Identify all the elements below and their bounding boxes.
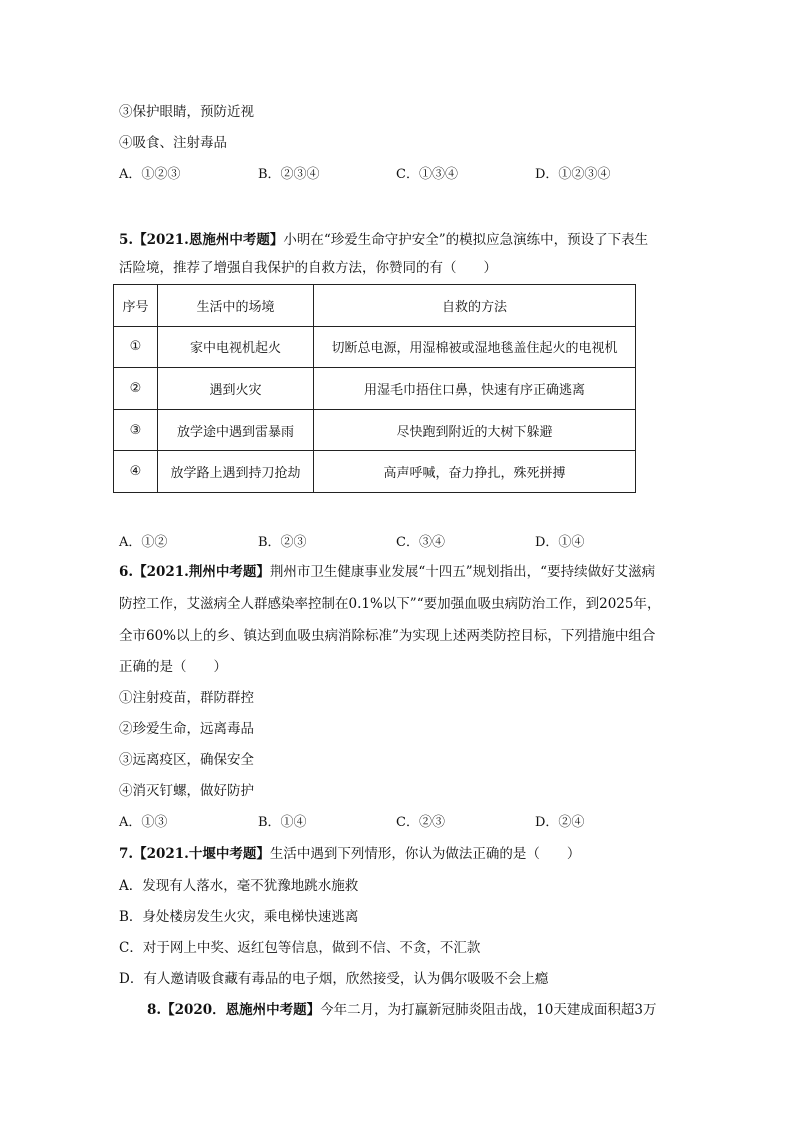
- q6-stem-line2: 防控工作，艾滋病全人群感染率控制在0.1%以下”“要加强血吸虫病防治工作，到2025年，: [119, 596, 661, 612]
- q6-text-1: 荆州市卫生健康事业发展“十四五”规划指出，“要持续做好艾滋病: [269, 564, 656, 580]
- q5-stem-line2: 活险境，推荐了增强自我保护的自救方法，你赞同的有（ ）: [119, 260, 497, 276]
- row-scene: 遇到火灾: [158, 368, 314, 410]
- q7-choice-c: C．对于网上中奖、返红包等信息，做到不信、不贪，不汇款: [119, 940, 481, 956]
- q6-stem-line1: [119, 562, 655, 582]
- option-c: C．③④: [396, 535, 445, 550]
- row-scene: 放学途中遇到雷暴雨: [158, 409, 314, 451]
- q7-choice-b: B．身处楼房发生火灾，乘电梯快速逃离: [119, 909, 359, 925]
- option-b: B．②③④: [258, 167, 320, 182]
- option-d: D．②④: [535, 815, 585, 830]
- row-method: 高声呼喊，奋力挣扎，殊死拼搏: [314, 451, 636, 493]
- q6-number: 6.: [119, 564, 134, 580]
- table-row: [114, 451, 636, 493]
- row-number: ③: [114, 409, 158, 451]
- table-row: [114, 368, 636, 410]
- prev-item-3: ③保护眼睛，预防近视: [119, 104, 254, 120]
- q6-source: 【2021.荆州中考题】: [133, 564, 270, 580]
- header-number: 序号: [114, 285, 158, 327]
- q7-text: 生活中遇到下列情形，你认为做法正确的是（ ）: [269, 846, 581, 862]
- self-rescue-table: [113, 284, 636, 493]
- row-number: ②: [114, 368, 158, 410]
- row-method: 尽快跑到附近的大树下躲避: [314, 409, 636, 451]
- q7-stem: [119, 844, 580, 864]
- q5-source: 【2021.恩施州中考题】: [133, 232, 284, 248]
- q5-options: [119, 533, 679, 553]
- option-a: A．①②③: [119, 167, 181, 182]
- row-method: 切断总电源，用湿棉被或湿地毯盖住起火的电视机: [314, 326, 636, 368]
- q6-item-2: ②珍爱生命，远离毒品: [119, 721, 254, 737]
- row-number: ④: [114, 451, 158, 493]
- q6-item-4: ④消灭钉螺，做好防护: [119, 783, 254, 799]
- option-d: D．①④: [535, 535, 585, 550]
- option-c: C．②③: [396, 815, 445, 830]
- option-a: A．①③: [119, 815, 168, 830]
- option-b: B．②③: [258, 535, 307, 550]
- row-number: ①: [114, 326, 158, 368]
- row-scene: 家中电视机起火: [158, 326, 314, 368]
- option-b: B．①④: [258, 815, 307, 830]
- option-d: D．①②③④: [535, 167, 611, 182]
- q8-stem: [147, 1000, 656, 1020]
- q7-choice-a: A．发现有人落水，毫不犹豫地跳水施救: [119, 878, 359, 894]
- q5-text-1: 小明在“珍爱生命守护安全”的模拟应急演练中，预设了下表生: [283, 232, 649, 248]
- q7-choice-d: D．有人邀请吸食藏有毒品的电子烟，欣然接受，认为偶尔吸吸不会上瘾: [119, 971, 549, 987]
- q5-stem-line1: [119, 230, 648, 250]
- option-a: A．①②: [119, 535, 168, 550]
- prev-item-4: ④吸食、注射毒品: [119, 135, 227, 151]
- q7-number: 7.: [119, 846, 134, 862]
- header-scene: 生活中的场境: [158, 285, 314, 327]
- q6-item-3: ③远离疫区，确保安全: [119, 752, 254, 768]
- q8-text: 今年二月，为打赢新冠肺炎阻击战，10天建成面积超3万: [320, 1002, 657, 1018]
- q6-stem-line3: 全市60%以上的乡、镇达到血吸虫病消除标准”为实现上述两类防控目标，下列措施中组合: [119, 628, 656, 644]
- option-c: C．①③④: [396, 167, 458, 182]
- prev-options: [119, 165, 679, 185]
- table-row: [114, 326, 636, 368]
- table-row: [114, 409, 636, 451]
- q7-source: 【2021.十堰中考题】: [133, 846, 270, 862]
- table-header-row: [114, 285, 636, 327]
- q8-number: 8.: [147, 1002, 162, 1018]
- row-scene: 放学路上遇到持刀抢劫: [158, 451, 314, 493]
- header-method: 自救的方法: [314, 285, 636, 327]
- q8-source: 【2020．恩施州中考题】: [161, 1002, 321, 1018]
- q5-number: 5.: [119, 232, 134, 248]
- q6-item-1: ①注射疫苗，群防群控: [119, 690, 254, 706]
- row-method: 用湿毛巾捂住口鼻，快速有序正确逃离: [314, 368, 636, 410]
- q6-stem-line4: 正确的是（ ）: [119, 659, 227, 675]
- q6-options: [119, 813, 679, 833]
